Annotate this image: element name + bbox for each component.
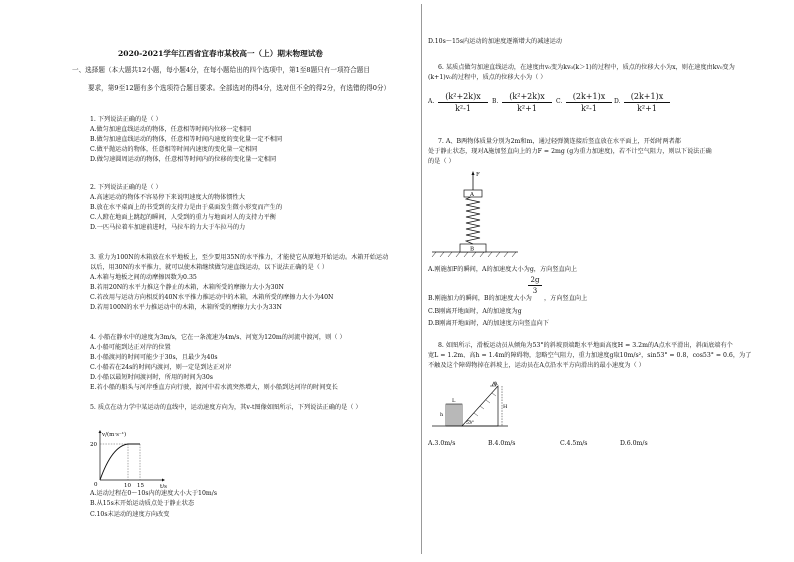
q3-line1: 3. 重力为100N的木箱放在水平地板上，至少要用35N的水平推力，才能使它从原地开始运动。木箱开始运动: [90, 254, 389, 261]
q5-x-tick-10: 10: [124, 483, 131, 488]
q7-option-a: A.刚施加F的瞬间，A的加速度大小为g，方向竖直向上: [428, 266, 578, 273]
q7-option-b-fraction: 2g 3: [528, 276, 542, 295]
q8-option-d: D.6.0m/s: [620, 440, 648, 447]
q3-option-c: C.若改用与运动方向相反的40N水平推力推运动中的木箱，木箱所受的摩擦力大小为40N: [90, 294, 334, 301]
q1-option-b: B.做匀加速直线运动的物体，任意相等时间内速度的变化量一定不相同: [90, 136, 283, 143]
q5-option-d: D.10s～15s内运动的加速度逐渐增大的减速运动: [428, 38, 562, 45]
q7-line1: 7. A、B两物体质量分别为2m和m，通过轻弹簧连接后竖直放在水平面上，开始时两者都: [438, 138, 681, 145]
q8-label-l: L: [452, 398, 456, 404]
q5-option-a: A.运动过程在0～10s内的速度大小大于10m/s: [90, 490, 218, 497]
q8-line3: 不触及这个障碍物掉在斜坡上，运动员在A点沿水平方向滑出的最小速度为（ ）: [428, 362, 645, 369]
q5-x-arrow: [162, 479, 165, 482]
q8-slope-figure: [430, 376, 510, 432]
q5-xlabel: t/s: [160, 484, 167, 488]
q5-ylabel: v/(m·s⁻¹): [102, 432, 127, 438]
q8-label-h-lower: h: [440, 412, 444, 418]
q5-option-c: C.10s末运动的速度方向改变: [90, 511, 170, 518]
q7-label-a: A: [470, 192, 474, 198]
q4-option-e: E.若小船的船头与河岸垂直方向行驶，渡河中若水流突然增大，则小船到达河岸的时间变长: [90, 384, 338, 391]
q7-option-b: B.刚施加力的瞬间，B的加速度大小为: [428, 295, 532, 302]
q7-force-arrowhead: [472, 171, 475, 175]
q6-option-a: A. (k²+2k)x k²-1: [428, 92, 488, 113]
q8-obstacle: [446, 404, 462, 426]
q8-line1: 8. 如图所示，滑板运动员从倾角为53°的斜坡顶端距水平地面高度H = 3.2m的A点水平滑出，斜面底端有个: [438, 342, 733, 349]
q8-option-c: C.4.5m/s: [560, 440, 588, 447]
q8-label-angle: 53°: [466, 421, 474, 426]
q8-label-h-upper: H: [503, 404, 508, 410]
q2-option-d: D.一匹马拉着车加速前进时，马拉车的力大于车拉马的力: [90, 224, 246, 231]
q3-option-a: A.木箱与地板之间的动摩擦因数为0.35: [90, 274, 197, 281]
q3-option-d: D.若用100N的水平力推运动中的木箱，木箱所受的摩擦力大小为33N: [90, 304, 282, 311]
q5-vt-curve: [100, 444, 140, 480]
section-instruction-line1: 一、选择题（本大题共12小题，每小题4分，在每小题给出的四个选项中，第1至8题只有一项符合题目: [72, 66, 370, 74]
q5-stem: 5. 质点在动力学中某运动的直线中，运动速度方向为，其v-t图像如图所示，下列说法正确的是（ ）: [90, 404, 362, 411]
q4-option-b: B.小船渡河的时间可能少于30s，且最少为40s: [90, 354, 218, 361]
q8-option-a: A.3.0m/s: [428, 440, 456, 447]
q1-option-d: D.做匀速圆周运动的物体，任意相等时间内的位移的变化量一定相同: [90, 156, 277, 163]
section-instruction-line2: 要求，第9至12题有多个选项符合题目要求。全部选对的得4分，选对但不全的得2分，有选错的得0分）: [88, 84, 391, 92]
q6-option-d: D. (2k+1)x k²+1: [614, 92, 670, 113]
q6-option-b: B. (k²+2k)x k²+1: [492, 92, 552, 113]
q2-option-a: A.高速运动的物体不容易停下来说明速度大的物体惯性大: [90, 194, 245, 201]
q6-line1: 6. 某质点做匀加速直线运动，在速度由v₀变为kv₀(k＞1)的过程中，质点的位移大小为x，则在速度由kv₀变为: [438, 64, 735, 71]
q2-option-c: C.人蹬在地面上跳起的瞬间，人受到的重力与地面对人的支持力平衡: [90, 214, 276, 221]
q2-option-b: B.放在水平桌面上的书受到的支持力是由于桌面发生微小形变而产生的: [90, 204, 283, 211]
q7-line2: 处于静止状态，现对A施加竖直向上的力F = 2mg (g为重力加速度)，若不计空气阻力，则以下说法正确: [428, 148, 712, 155]
q7-line3: 的是（ ）: [428, 158, 455, 165]
q7-label-b: B: [470, 246, 475, 253]
q4-option-a: A.小船可能到达正对岸的位置: [90, 344, 171, 351]
q4-option-c: C.小船若在24s的时间内渡河，则一定是到达正对岸: [90, 364, 232, 371]
q2-stem: 2. 下列说法正确的是（ ）: [90, 184, 162, 191]
q7-spring-figure: [430, 168, 520, 260]
q3-option-b: B.若用20N的水平力推这个静止的木箱，木箱所受的摩擦力大小为30N: [90, 284, 284, 291]
q1-option-a: A.做匀加速直线运动的物体，任意相等时间内位移一定相同: [90, 126, 252, 133]
q7-label-f: F: [476, 172, 480, 178]
q5-x-tick-15: 15: [137, 483, 144, 488]
q1-option-c: C.做平抛运动的物体，任意相等时间内速度的变化量一定相同: [90, 146, 258, 153]
q7-ground-hatch: [432, 252, 516, 257]
q7-option-b-direction: ，方向竖直向上: [544, 295, 588, 302]
q8-label-a: A: [494, 381, 498, 387]
q4-option-d: D.小船以最短时间渡河时，所用的时间为30s: [90, 374, 213, 381]
q5-vt-graph: [88, 428, 168, 488]
column-divider: [421, 4, 422, 554]
q6-option-c: C. (2k+1)x k²-1: [556, 92, 612, 113]
page-title: 2020-2021学年江西省宜春市某校高一（上）期末物理试卷: [118, 49, 323, 58]
q8-slope-hatch: [468, 393, 496, 423]
q7-option-c: C.B刚离开地面时，A的加速度为g: [428, 308, 522, 315]
q6-line2: (k+1)v₀的过程中，质点的位移大小为（ ）: [428, 74, 547, 81]
q5-y-tick: 20: [90, 442, 97, 448]
q7-spring: [466, 196, 480, 244]
q7-option-d: D.B刚离开地面时，A的加速度方向竖直向下: [428, 320, 549, 327]
q5-origin: 0: [94, 482, 98, 488]
q4-stem: 4. 小船在静水中的速度为3m/s，它在一条流速为4m/s、河宽为120m的河流中渡河，则（ ）: [90, 334, 346, 341]
q8-option-b: B.4.0m/s: [488, 440, 516, 447]
q5-option-b: B.从15s末开始运动质点处于静止状态: [90, 500, 195, 507]
q1-stem: 1. 下列说法正确的是（ ）: [90, 116, 162, 123]
q8-line2: 宽L = 1.2m、高h = 1.4m的障碍物，忽略空气阻力，重力加速度g取10m/s²，sin53° = 0.8，cos53° = 0.6，为了: [428, 352, 752, 359]
q3-line2: 以后，用30N的水平推力，就可以使木箱继续做匀速直线运动，以下说法正确的是（ ）: [90, 264, 329, 271]
